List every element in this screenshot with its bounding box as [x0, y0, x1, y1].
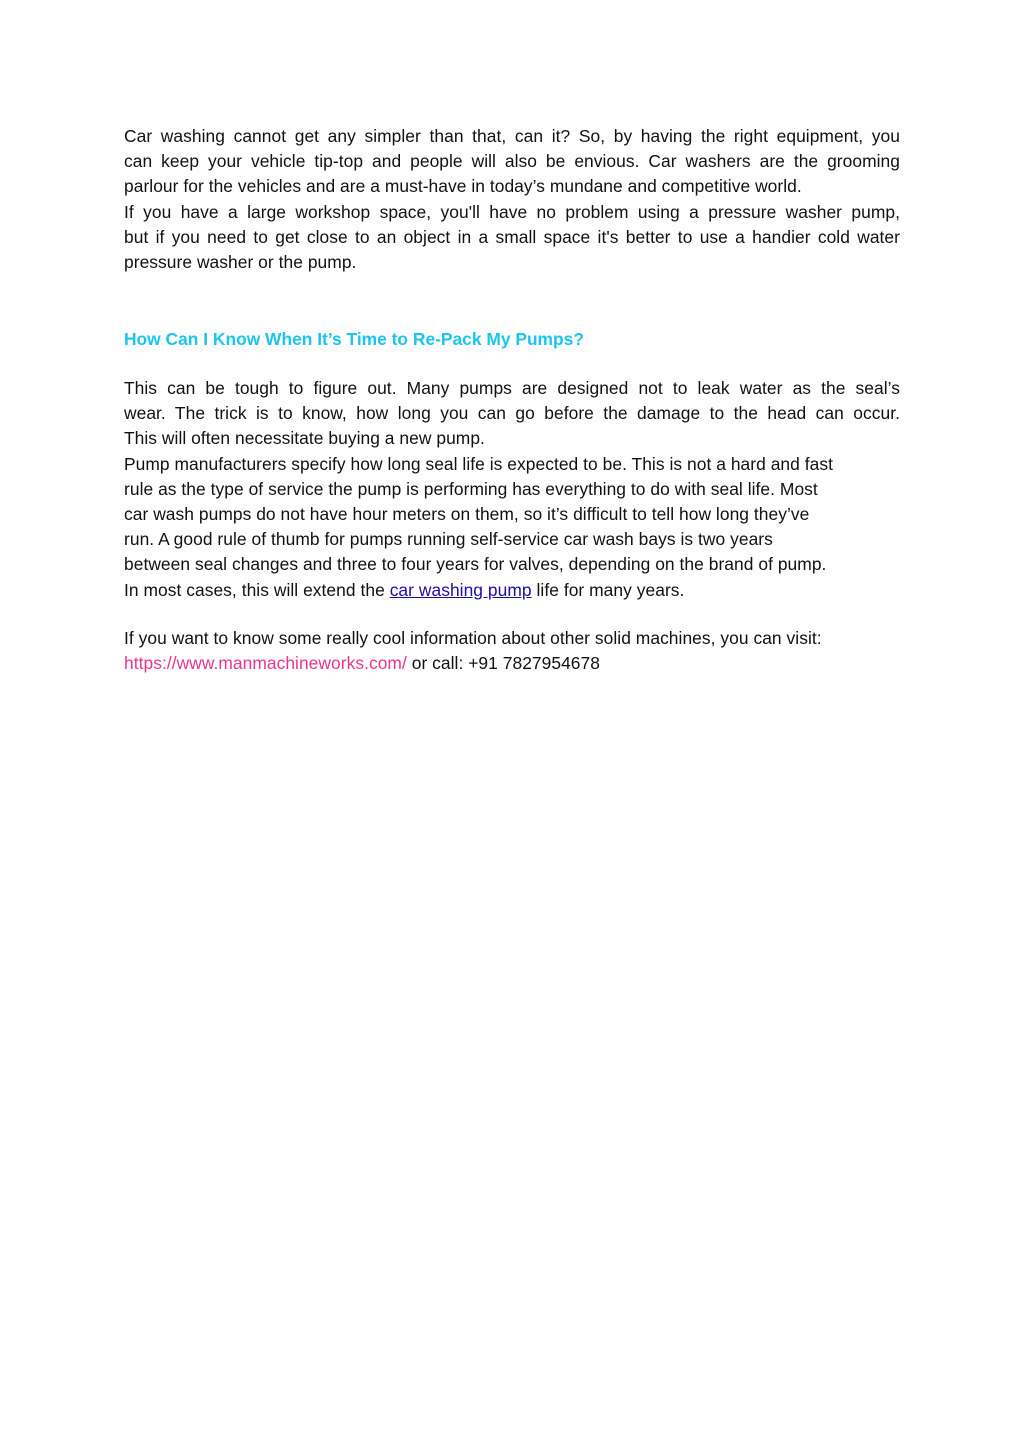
- section-line: Pump manufacturers specify how long seal life is expected to be. This is not a hard and fast: [124, 453, 833, 474]
- section-line: wear. The trick is to know, how long you can go before the damage to the head can occur.: [124, 403, 900, 424]
- section-line: car wash pumps do not have hour meters on them, so it’s difficult to tell how long they’ve: [124, 504, 810, 525]
- section-line: This will often necessitate buying a new pump.: [124, 428, 485, 449]
- section-last-text-before: In most cases, this will extend the: [124, 579, 390, 600]
- website-link[interactable]: https://www.manmachineworks.com/: [124, 653, 407, 674]
- section-line: run. A good rule of thumb for pumps running self-service car wash bays is two years: [124, 529, 773, 550]
- intro-line: parlour for the vehicles and are a must-have in today’s mundane and competitive world.: [124, 176, 802, 197]
- intro-line: pressure washer or the pump.: [124, 252, 357, 273]
- intro-paragraph: [124, 124, 900, 275]
- intro-line: Car washing cannot get any simpler than that, can it? So, by having the right equipment, you: [124, 126, 900, 146]
- section-paragraph: [124, 376, 900, 603]
- intro-line: can keep your vehicle tip-top and people will also be envious. Car washers are the grooming: [124, 151, 900, 172]
- section-heading: How Can I Know When It’s Time to Re-Pack My Pumps?: [124, 329, 584, 349]
- phone-text: or call: +91 7827954678: [406, 653, 600, 674]
- section-line: between seal changes and three to four years for valves, depending on the brand of pump.: [124, 554, 827, 575]
- section-last-line: [124, 578, 900, 603]
- contact-line: If you want to know some really cool information about other solid machines, you can visit:: [124, 628, 822, 648]
- section-last-text-after: life for many years.: [531, 579, 685, 600]
- car-washing-pump-link[interactable]: car washing pump: [389, 579, 532, 600]
- intro-line: but if you need to get close to an object in a small space it's better to use a handier cold water: [124, 226, 900, 247]
- contact-url-line: [124, 651, 900, 676]
- contact-paragraph: [124, 626, 900, 676]
- intro-line: If you have a large workshop space, you'll have no problem using a pressure washer pump,: [124, 201, 900, 222]
- section-line: This can be tough to figure out. Many pumps are designed not to leak water as the seal’s: [124, 378, 900, 398]
- section-line: rule as the type of service the pump is performing has everything to do with seal life. Most: [124, 478, 818, 499]
